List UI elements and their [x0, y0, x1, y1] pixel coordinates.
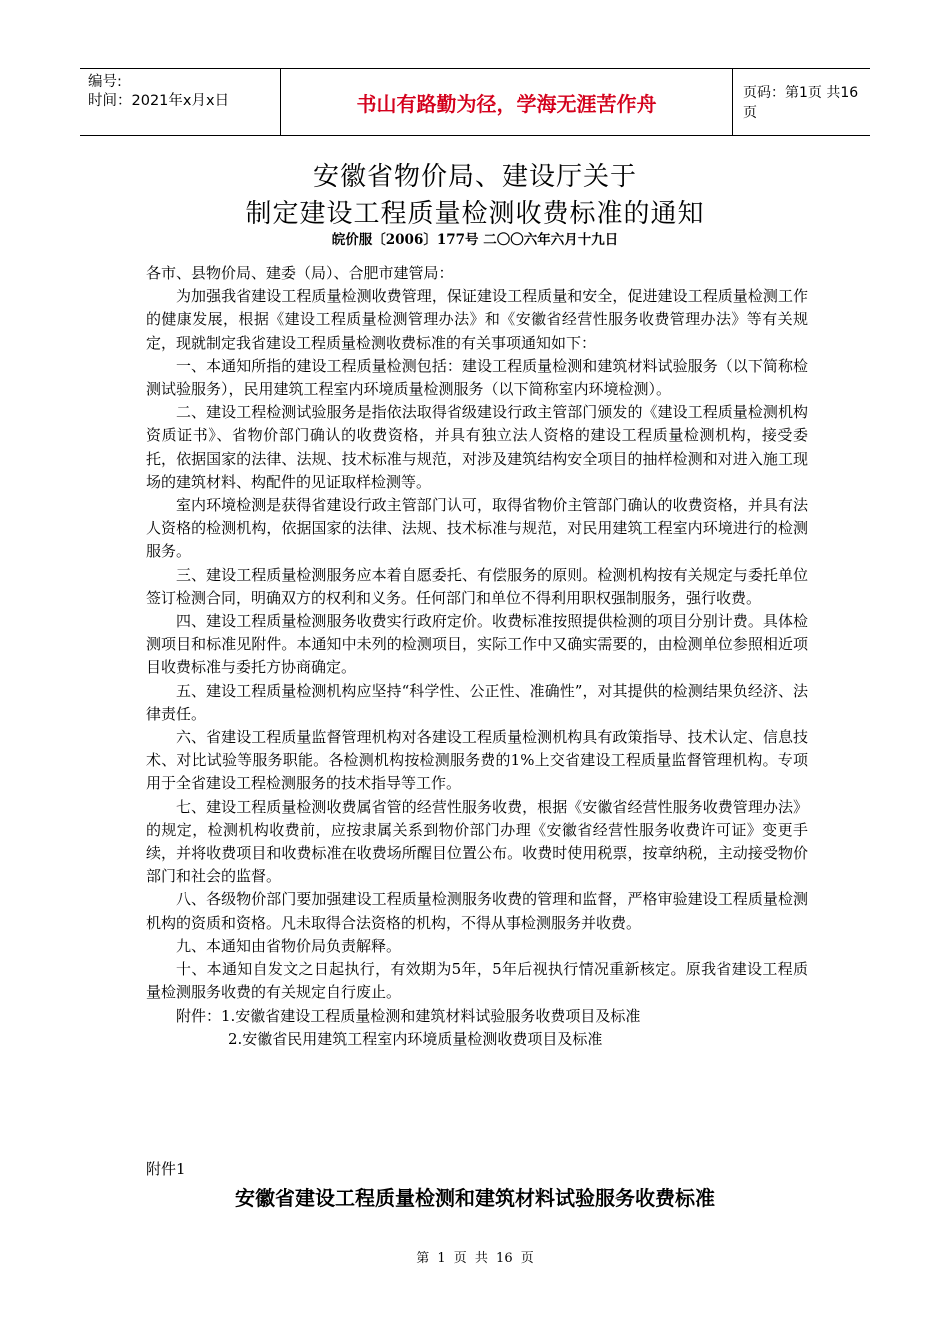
paragraph: 五、建设工程质量检测机构应坚持“科学性、公正性、准确性”，对其提供的检测结果负经济、法律责任。 — [146, 681, 808, 723]
appendix-title: 安徽省建设工程质量检测和建筑材料试验服务收费标准 — [235, 1186, 715, 1210]
paragraph: 三、建设工程质量检测服务应本着自愿委托、有偿服务的原则。检测机构按有关规定与委托单位签订检测合同，明确双方的权利和义务。任何部门和单位不得利用职权强制服务，强行收费。 — [146, 565, 808, 607]
paragraph: 十、本通知自发文之日起执行，有效期为5年，5年后视执行情况重新核定。原我省建设工程质量检测服务收费的有关规定自行废止。 — [146, 960, 808, 1002]
appendix-label: 附件1 — [146, 1160, 186, 1178]
header-meta-cell — [80, 69, 281, 135]
document-title-line2: 制定建设工程质量检测收费标准的通知 — [245, 199, 705, 229]
document-body — [146, 262, 808, 1051]
paragraph: 七、建设工程质量检测收费属省管的经营性服务收费，根据《安徽省经营性服务收费管理办法》的规定，检测机构收费前，应按隶属关系到物价部门办理《安徽省经营性服务收费许可证》变更手续，并将收费项目和收费标准在收费场所醒目位置公布。收费时使用税票，按章纳税，主动接受物价部门和社会的监督。 — [146, 797, 808, 886]
document-number: 皖价服〔2006〕177号 二〇〇六年六月十九日 — [331, 232, 619, 248]
number-label: 编号: — [88, 74, 122, 90]
paragraph: 为加强我省建设工程质量检测收费管理，保证建设工程质量和安全，促进建设工程质量检测工作的健康发展，根据《建设工程质量检测管理办法》和《安徽省经营性服务收费管理办法》等有关规定，现就制定我省建设工程质量检测收费标准的有关事项通知如下： — [146, 287, 808, 352]
motto: 书山有路勤为径，学海无涯苦作舟 — [281, 69, 733, 135]
document-title-line1: 安徽省物价局、建设厅关于 — [312, 162, 637, 192]
attachment-line-1: 附件：1.安徽省建设工程质量检测和建筑材料试验服务收费项目及标准 — [176, 1006, 641, 1025]
paragraph: 二、建设工程检测试验服务是指依法取得省级建设行政主管部门颁发的《建设工程质量检测机构资质证书》、省物价部门确认的收费资格，并具有独立法人资格的建设工程质量检测机构，接受委托，依据国家的法律、法规、技术标准与规范，对涉及建筑结构安全项目的抽样检测和对进入施工现场的建筑材料、构配件的见证取样检测等。 — [146, 403, 808, 491]
header-table — [80, 68, 870, 136]
paragraph: 六、省建设工程质量监督管理机构对各建设工程质量检测机构具有政策指导、技术认定、信息技术、对比试验等服务职能。各检测机构按检测服务费的1%上交省建设工程质量监督管理机构。专项用于全省建设工程检测服务的技术指导等工作。 — [146, 728, 808, 793]
page-info: 页码：第1页 共16页 — [743, 85, 859, 121]
paragraph: 九、本通知由省物价局负责解释。 — [176, 936, 402, 955]
paragraph: 八、各级物价部门要加强建设工程质量检测服务收费的管理和监督，严格审验建设工程质量检测机构的资质和资格。凡未取得合法资格的机构，不得从事检测服务并收费。 — [146, 890, 808, 932]
time-label: 时间：2021年x月x日 — [88, 93, 230, 109]
paragraph: 一、本通知所指的建设工程质量检测包括：建设工程质量检测和建筑材料试验服务（以下简称检测试验服务），民用建筑工程室内环境质量检测服务（以下简称室内环境检测）。 — [146, 356, 808, 399]
attachment-line-2: 2.安徽省民用建筑工程室内环境质量检测收费项目及标准 — [228, 1029, 603, 1048]
page-footer: 第 1 页 共 16 页 — [416, 1251, 534, 1266]
paragraph: 室内环境检测是获得省建设行政主管部门认可，取得省物价主管部门确认的收费资格，并具有法人资格的检测机构，依据国家的法律、法规、技术标准与规范，对民用建筑工程室内环境进行的检测服务。 — [146, 496, 808, 561]
salutation: 各市、县物价局、建委（局）、合肥市建管局： — [146, 264, 454, 282]
paragraph: 四、建设工程质量检测服务收费实行政府定价。收费标准按照提供检测的项目分别计费。具体检测项目和标准见附件。本通知中未列的检测项目，实际工作中又确实需要的，由检测单位参照相近项目收费标准与委托方协商确定。 — [146, 612, 808, 677]
